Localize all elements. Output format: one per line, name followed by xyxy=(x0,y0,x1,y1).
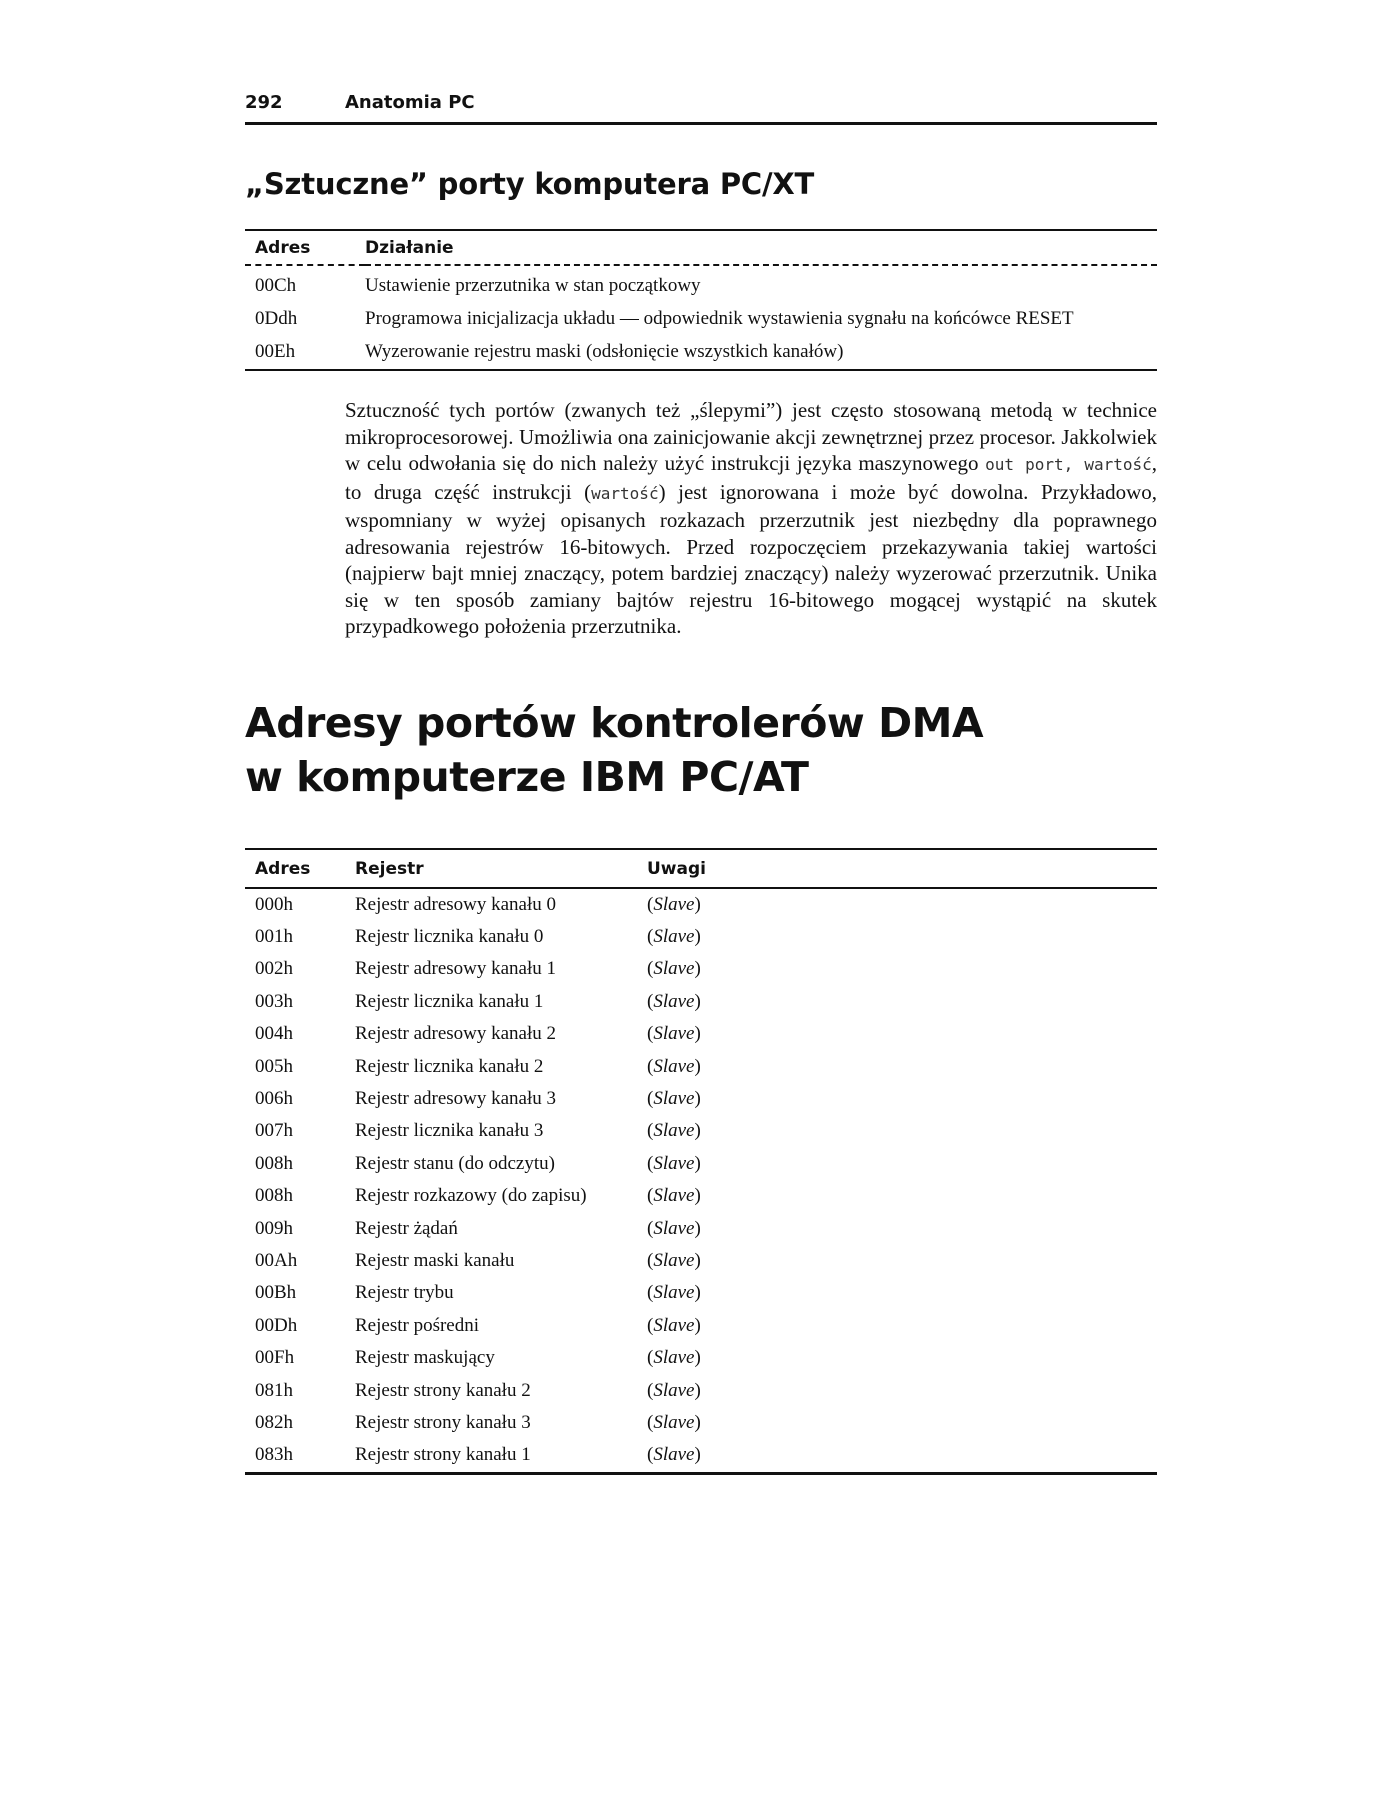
section-heading-line-1: Adresy portów kontrolerów DMA xyxy=(245,698,984,747)
cell-notes: (Slave) xyxy=(647,1185,701,1207)
column-header-action: Działanie xyxy=(365,230,1157,265)
cell-address: 00Bh xyxy=(255,1282,297,1304)
note-text: Slave xyxy=(653,1217,695,1239)
cell-action: Programowa inicjalizacja układu — odpowiednik wystawienia sygnału na końcówce RESET xyxy=(365,308,1074,329)
table-row xyxy=(245,303,1157,336)
cell-address: 006h xyxy=(255,1088,293,1110)
cell-notes: (Slave) xyxy=(647,893,701,915)
cell-notes: (Slave) xyxy=(647,1314,701,1336)
cell-address: 008h xyxy=(255,1185,293,1207)
cell-register: Rejestr strony kanału 2 xyxy=(355,1379,531,1401)
dma-ports-table-body xyxy=(245,888,1157,1474)
table-row xyxy=(245,1407,1157,1439)
cell-address: 001h xyxy=(255,926,293,948)
column-header-notes: Uwagi xyxy=(647,849,1157,888)
cell-address: 0Ddh xyxy=(255,308,298,329)
table-row xyxy=(245,1083,1157,1115)
note-text: Slave xyxy=(653,1347,695,1369)
table-row xyxy=(245,336,1157,370)
note-text: Slave xyxy=(653,1282,695,1304)
cell-register: Rejestr adresowy kanału 1 xyxy=(355,958,557,980)
cell-address: 00Fh xyxy=(255,1347,295,1369)
cell-address: 005h xyxy=(255,1055,293,1077)
note-text: Slave xyxy=(653,1088,695,1110)
table-row xyxy=(245,888,1157,921)
table-row xyxy=(245,1245,1157,1277)
table-row xyxy=(245,1439,1157,1473)
cell-register: Rejestr maskujący xyxy=(355,1347,495,1369)
table-row xyxy=(245,1310,1157,1342)
column-header-register: Rejestr xyxy=(355,849,647,888)
cell-register: Rejestr adresowy kanału 2 xyxy=(355,1023,557,1045)
table-row xyxy=(245,921,1157,953)
cell-register: Rejestr żądań xyxy=(355,1217,458,1239)
cell-register: Rejestr adresowy kanału 0 xyxy=(355,893,557,915)
cell-address: 083h xyxy=(255,1444,293,1466)
table-row xyxy=(245,953,1157,985)
cell-address: 00Eh xyxy=(255,341,296,362)
cell-notes: (Slave) xyxy=(647,990,701,1012)
code-instruction: out port, wartość xyxy=(985,455,1152,474)
code-value: wartość xyxy=(591,483,659,503)
table-header-row xyxy=(245,849,1157,888)
cell-address: 009h xyxy=(255,1217,293,1239)
cell-address: 002h xyxy=(255,958,293,980)
cell-address: 004h xyxy=(255,1023,293,1045)
cell-notes: (Slave) xyxy=(647,1217,701,1239)
paragraph-text-1: Sztuczność tych portów (zwanych też „ślepymi”) jest często stosowaną metodą w technice mikroprocesorowej. Umożliwia ona zainicjowanie akcji zewnętrznej przez procesor. Jakkolwiek w celu odwołania się do nich należy użyć instrukcji języka maszynowego xyxy=(345,398,1157,475)
column-header-address: Adres xyxy=(245,230,365,265)
cell-notes: (Slave) xyxy=(647,1152,701,1174)
section-heading-line-2: w komputerze IBM PC/AT xyxy=(245,752,809,801)
cell-address: 007h xyxy=(255,1120,293,1142)
book-page xyxy=(245,92,1157,1475)
note-text: Slave xyxy=(653,1314,695,1336)
cell-notes: (Slave) xyxy=(647,1088,701,1110)
cell-register: Rejestr licznika kanału 0 xyxy=(355,926,544,948)
header-rule xyxy=(245,122,1157,125)
note-text: Slave xyxy=(653,1249,695,1271)
cell-notes: (Slave) xyxy=(647,1055,701,1077)
cell-notes: (Slave) xyxy=(647,958,701,980)
cell-register: Rejestr licznika kanału 3 xyxy=(355,1120,544,1142)
cell-register: Rejestr strony kanału 1 xyxy=(355,1444,531,1466)
table-row xyxy=(245,1212,1157,1244)
table-row xyxy=(245,1115,1157,1147)
table-row xyxy=(245,1342,1157,1374)
note-text: Slave xyxy=(653,1152,695,1174)
cell-register: Rejestr licznika kanału 1 xyxy=(355,990,544,1012)
cell-notes: (Slave) xyxy=(647,926,701,948)
cell-notes: (Slave) xyxy=(647,1249,701,1271)
cell-address: 00Ah xyxy=(255,1249,298,1271)
cell-action: Wyzerowanie rejestru maski (odsłonięcie wszystkich kanałów) xyxy=(365,341,844,362)
note-text: Slave xyxy=(653,1379,695,1401)
cell-notes: (Slave) xyxy=(647,1120,701,1142)
cell-address: 00Ch xyxy=(255,275,297,296)
note-text: Slave xyxy=(653,1185,695,1207)
note-text: Slave xyxy=(653,893,695,915)
table-row xyxy=(245,1374,1157,1406)
cell-register: Rejestr pośredni xyxy=(355,1314,480,1336)
cell-address: 081h xyxy=(255,1379,293,1401)
note-text: Slave xyxy=(653,958,695,980)
cell-notes: (Slave) xyxy=(647,1347,701,1369)
cell-register: Rejestr maski kanału xyxy=(355,1249,515,1271)
book-title: Anatomia PC xyxy=(345,92,475,113)
table-row xyxy=(245,1277,1157,1309)
cell-register: Rejestr adresowy kanału 3 xyxy=(355,1088,557,1110)
section-heading-dma-ports xyxy=(245,696,1157,804)
body-paragraph xyxy=(345,397,1157,640)
cell-address: 082h xyxy=(255,1411,293,1433)
cell-notes: (Slave) xyxy=(647,1023,701,1045)
cell-notes: (Slave) xyxy=(647,1411,701,1433)
note-text: Slave xyxy=(653,1120,695,1142)
table-header-row xyxy=(245,230,1157,265)
note-text: Slave xyxy=(653,1411,695,1433)
cell-action: Ustawienie przerzutnika w stan początkowy xyxy=(365,275,701,296)
column-header-address: Adres xyxy=(245,849,355,888)
cell-register: Rejestr strony kanału 3 xyxy=(355,1411,531,1433)
section-heading-artificial-ports: „Sztuczne” porty komputera PC/XT xyxy=(245,167,815,201)
cell-register: Rejestr stanu (do odczytu) xyxy=(355,1152,555,1174)
table-row xyxy=(245,986,1157,1018)
cell-register: Rejestr trybu xyxy=(355,1282,454,1304)
note-text: Slave xyxy=(653,990,695,1012)
artificial-ports-table-body xyxy=(245,265,1157,370)
table-row xyxy=(245,265,1157,303)
table-row xyxy=(245,1180,1157,1212)
cell-notes: (Slave) xyxy=(647,1444,701,1466)
page-number: 292 xyxy=(245,92,283,113)
cell-address: 008h xyxy=(255,1152,293,1174)
cell-register: Rejestr rozkazowy (do zapisu) xyxy=(355,1185,587,1207)
note-text: Slave xyxy=(653,1055,695,1077)
paragraph-text-2: , to druga część instrukcji ( xyxy=(345,451,1158,504)
note-text: Slave xyxy=(653,926,695,948)
note-text: Slave xyxy=(653,1023,695,1045)
cell-address: 003h xyxy=(255,990,293,1012)
artificial-ports-table xyxy=(245,229,1157,371)
cell-register: Rejestr licznika kanału 2 xyxy=(355,1055,544,1077)
table-row xyxy=(245,1050,1157,1082)
cell-notes: (Slave) xyxy=(647,1379,701,1401)
note-text: Slave xyxy=(653,1444,695,1466)
dma-ports-table xyxy=(245,848,1157,1475)
cell-address: 00Dh xyxy=(255,1314,298,1336)
cell-notes: (Slave) xyxy=(647,1282,701,1304)
paragraph-text-3: ) jest ignorowana i może być dowolna. Przykładowo, wspomniany w wyżej opisanych rozkazach przerzutnik jest niezbędny dla poprawnego adresowania rejestrów 16-bitowych. Przed rozpoczęciem przekazywania takiej wartości (najpierw bajt mniej znaczący, potem bardziej znaczący) należy wyzerować przerzutnik. Unika się w ten sposób zamiany bajtów rejestru 16-bitowego mogącej wystąpić na skutek przypadkowego położenia przerzutnika. xyxy=(345,479,1158,638)
table-row xyxy=(245,1018,1157,1050)
cell-address: 000h xyxy=(255,893,293,915)
running-header xyxy=(245,92,1157,120)
table-row xyxy=(245,1148,1157,1180)
